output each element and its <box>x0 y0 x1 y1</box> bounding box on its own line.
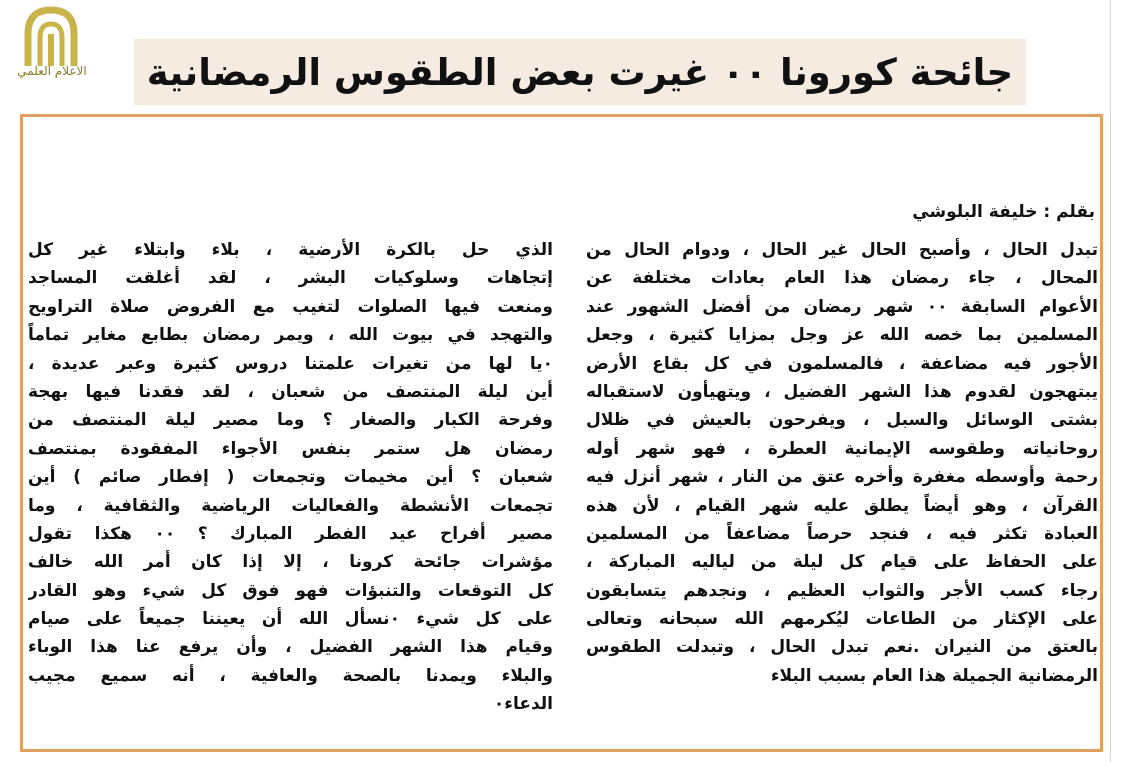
text-line: روحانياته وطقوسه الإيمانية العطرة ، فهو شهر أوله <box>586 438 1098 459</box>
text-line: ٠يا لها من تغيرات علمتنا دروس كثيرة وعبر عديدة ، <box>28 353 553 374</box>
text-line: إتجاهات وسلوكيات البشر ، لقد أغلقت المساجد <box>28 268 553 289</box>
text-line: المسلمين بما خصه الله عز وجل بمزايا كثيرة ، وجعل <box>586 325 1098 346</box>
text-line: وقيام هذا الشهر الفضيل ، وأن يرفع عنا هذا الوباء <box>28 637 553 658</box>
article-column-right <box>586 236 1098 690</box>
text-line: تجمعات الأنشطة والفعاليات الرياضية والثقافية ، وما <box>28 495 553 516</box>
text-line: الأعوام السابقة ٠٠ شهر رمضان من أفضل الشهور عند <box>586 296 1098 317</box>
arch-logo-icon <box>12 4 90 68</box>
text-line: على الحفاظ على قيام كل ليلة من لياليه المباركة ، <box>586 552 1098 573</box>
text-line: الذي حل بالكرة الأرضية ، بلاء وابتلاء غير كل <box>28 240 553 260</box>
text-line: والتهجد في بيوت الله ، ويمر رمضان بطابع مغاير تماماً <box>28 325 553 346</box>
text-line: يبتهجون لقدوم هذا الشهر الفضيل ، ويتهيأون لاستقباله <box>586 381 1098 402</box>
text-line: ومنعت فيها الصلوات لتغيب مع الفروض صلاة التراويح <box>28 296 553 317</box>
text-line: رجاء كسب الأجر والثواب العظيم ، ونجدهم يتسابقون <box>586 580 1098 601</box>
text-line: رحمة وأوسطه مغفرة وأخره عتق من النار ، شهر أنزل فيه <box>586 467 1098 488</box>
article-title: جائحة كورونا ٠٠ غيرت بعض الطقوس الرمضانية <box>146 50 1014 94</box>
text-line: القرآن ، وهو أيضاً يطلق عليه شهر القيام ، لأن هذه <box>586 495 1098 516</box>
text-line: وفرحة الكبار والصغار ؟ وما مصير ليلة المنتصف من <box>28 410 553 431</box>
byline: بقلم : خليفة البلوشي <box>912 202 1095 222</box>
article-column-left <box>28 236 553 719</box>
text-line: الرمضانية الجميلة هذا العام بسبب البلاء <box>770 665 1098 686</box>
text-line: والبلاء ويمدنا بالصحة والعافية ، أنه سميع مجيب <box>28 665 553 686</box>
text-line: أين ليلة المنتصف من شعبان ، لقد فقدنا فيها بهجة <box>28 381 553 402</box>
text-line: الدعاء٠ <box>493 694 553 715</box>
text-line: العبادة تكثر فيه ، فنجد حرصاً مضاعفاً من المسلمين <box>586 523 1098 544</box>
text-line: الأجور فيه مضاعفة ، فالمسلمون في كل بقاع الأرض <box>586 353 1098 374</box>
logo-caption: الاعلام العلمي <box>17 64 87 78</box>
text-line: كل التوقعات والتنبؤات فهو فوق كل شيء وهو القادر <box>28 580 553 601</box>
text-line: على كل شيء ٠نسأل الله أن يعيننا جميعاً على صيام <box>28 609 553 630</box>
text-line: المحال ، جاء رمضان هذا العام بعادات مختلفة عن <box>586 268 1098 289</box>
text-line: على الإكثار من الطاعات ليُكرمهم الله سبحانه وتعالى <box>586 609 1098 630</box>
text-line: تبدل الحال ، وأصبح الحال غير الحال ، ودوام الحال من <box>586 240 1098 260</box>
text-line: بالعتق من النيران .نعم تبدل الحال ، وتبدلت الطقوس <box>586 637 1098 658</box>
text-line: رمضان هل ستمر بنفس الأجواء المفقودة بمنتصف <box>28 438 553 459</box>
text-line: شعبان ؟ أين مخيمات وتجمعات ( إفطار صائم ) أين <box>28 467 553 488</box>
text-line: مصير أفراح عيد الفطر المبارك ؟ ٠٠ هكذا تقول <box>28 523 553 544</box>
text-line: مؤشرات جائحة كرونا ، إلا إذا كان أمر الله خالف <box>28 552 553 573</box>
text-line: بشتى الوسائل والسبل ، ويفرحون بالعيش في ظلال <box>586 410 1098 431</box>
title-banner <box>134 39 1026 105</box>
